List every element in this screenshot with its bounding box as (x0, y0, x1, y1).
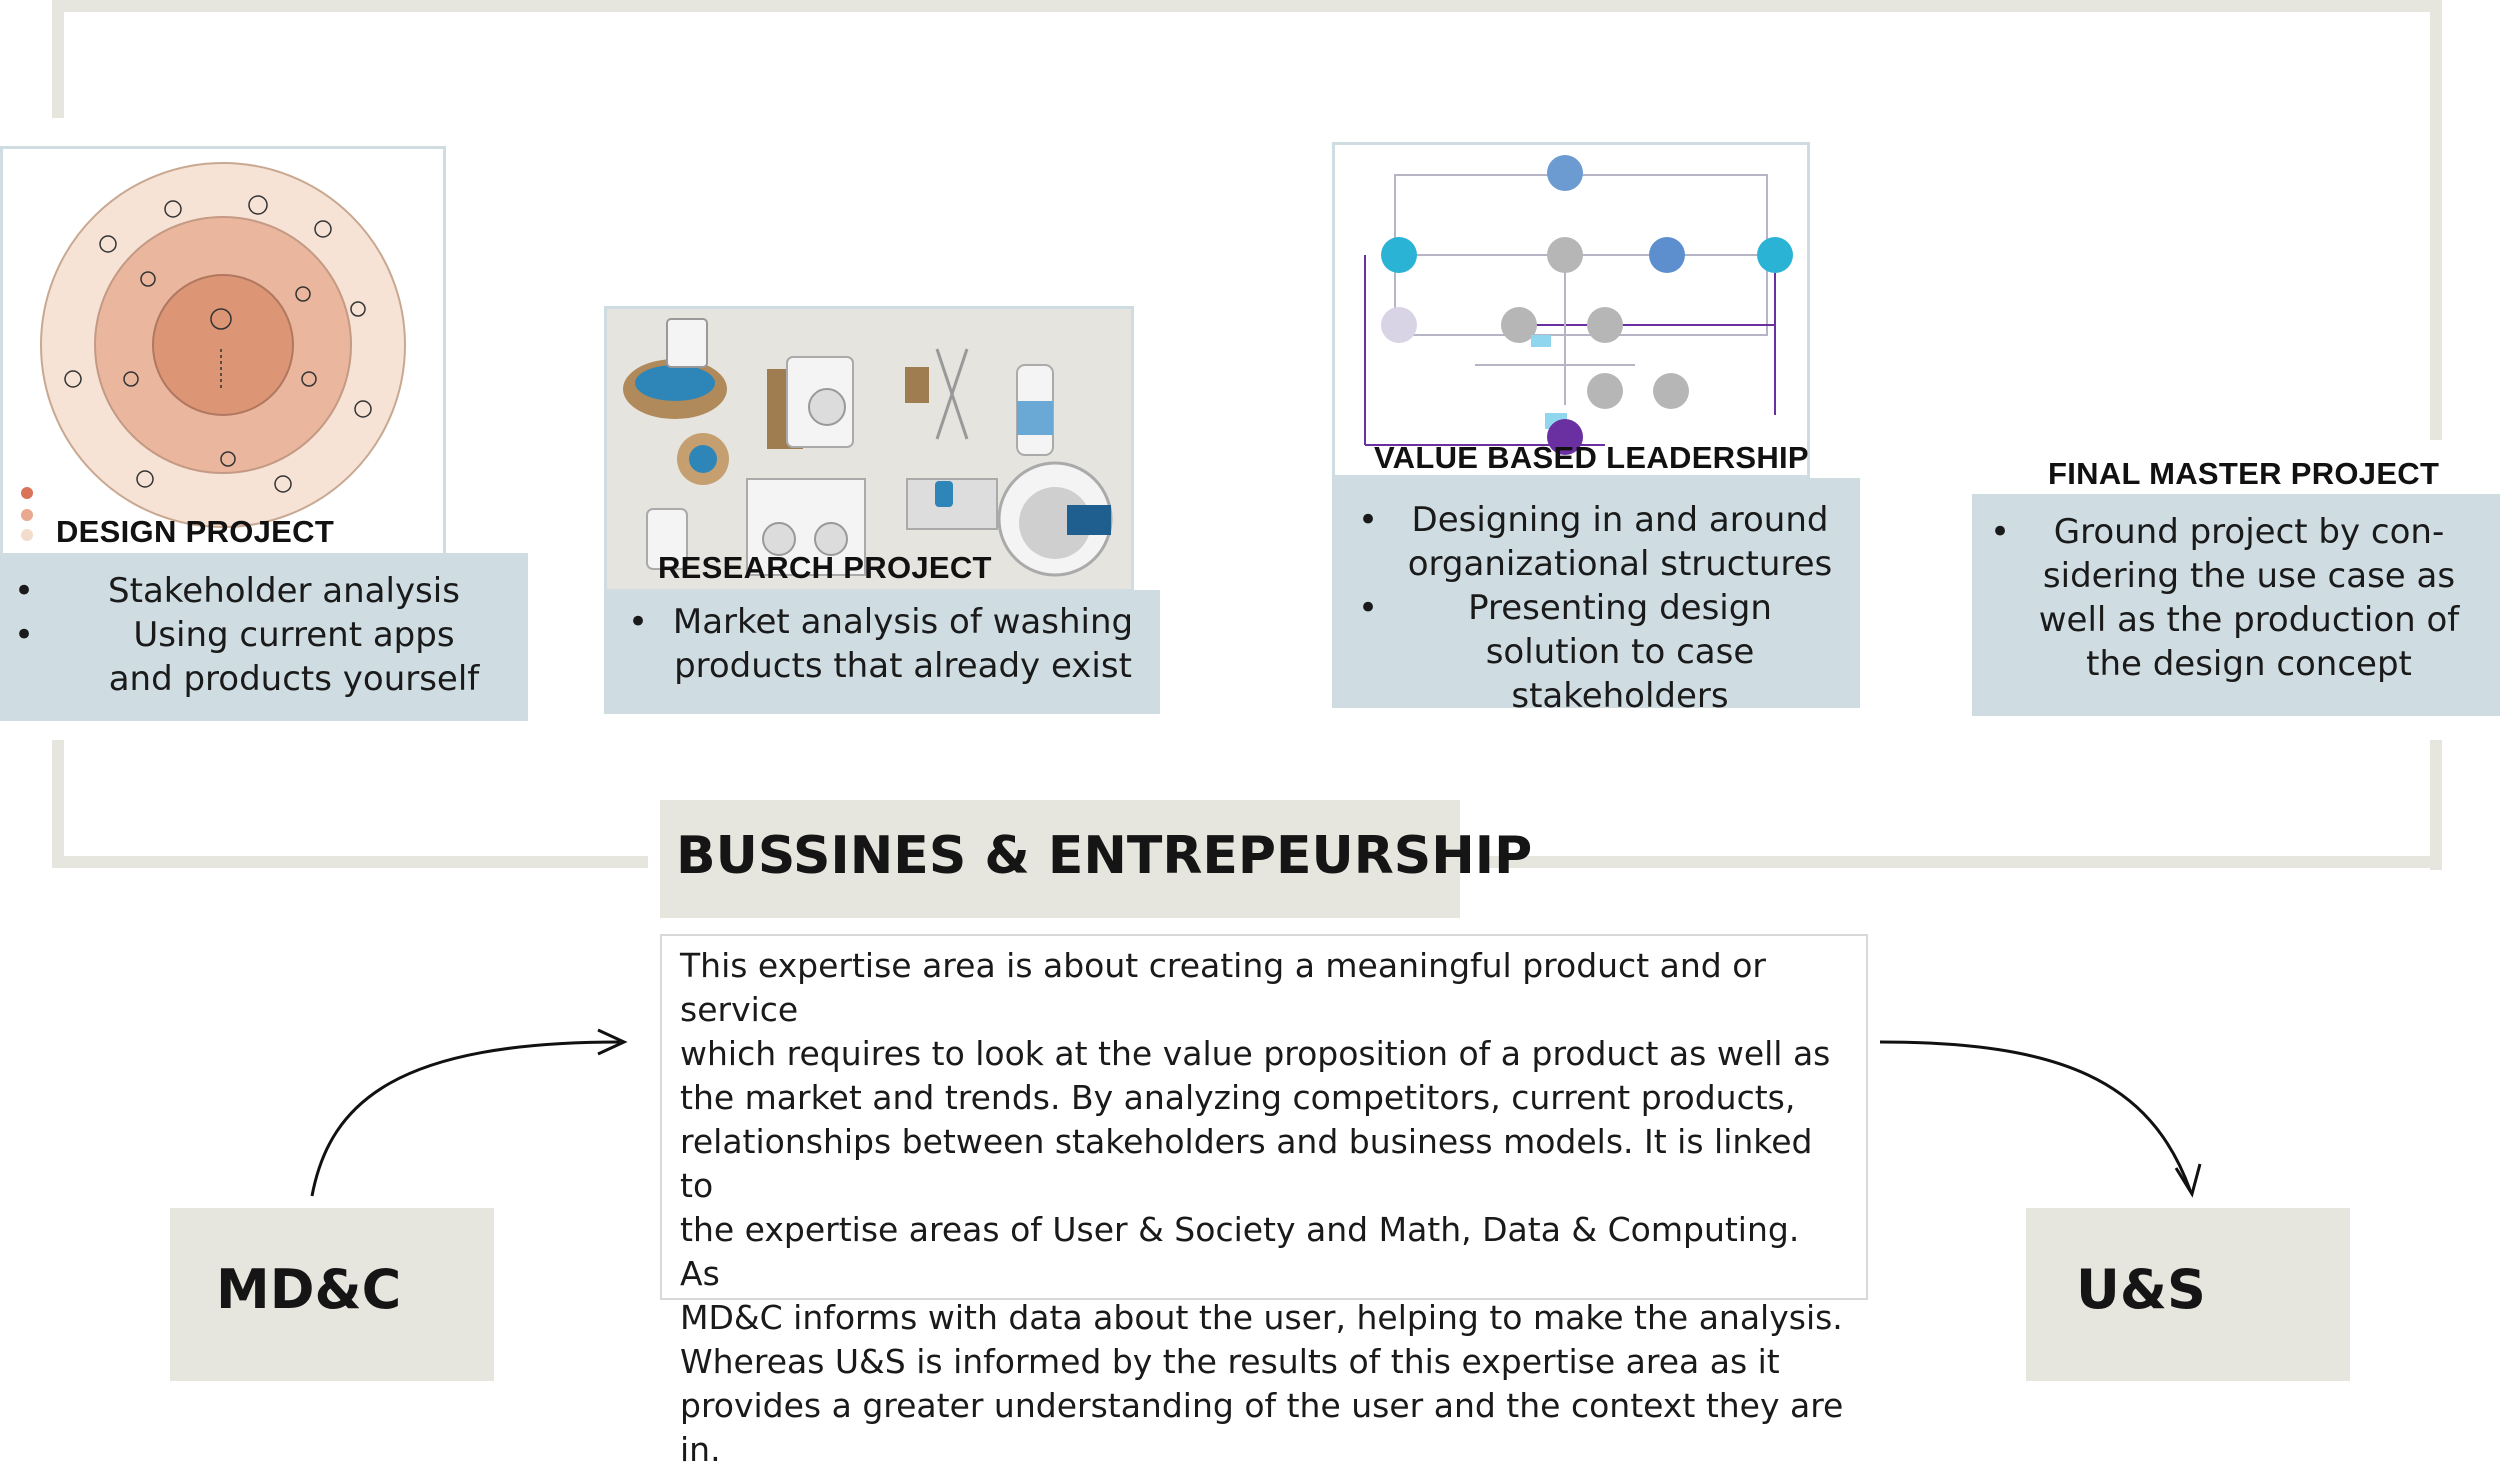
leadership-project-image (1332, 142, 1810, 478)
arrow-from-mdc-head (598, 1030, 624, 1054)
frame-left-upper-line (52, 0, 64, 118)
design-project-title: DESIGN PROJECT (56, 514, 335, 549)
research-project-title: RESEARCH PROJECT (658, 550, 992, 585)
research-bullet-1: • Market analysis of washing products that already exist (628, 600, 1138, 688)
mdc-label: MD&C (216, 1258, 402, 1321)
expertise-title: BUSSINES & ENTREPEURSHIP (676, 826, 1533, 886)
leadership-project-bullets (1358, 498, 1842, 718)
leadership-project-bullet-box (1332, 478, 1860, 716)
expertise-description: This expertise area is about creating a meaningful product and or service which requires to look at the value proposition of a product as well as the market and trends. By analyzing competitors, current products, relationships between stakeholders and business models. It is linked to the expertise areas of User & Society and Math, Data & Computing. As MD&C informs with data about the user, helping to make the analysis. Whereas U&S is informed by the results of this expertise area as it provides a greater understanding of the user and the context they are in. (660, 934, 1868, 1300)
design-bullet-1: • Stakeholder analysis (14, 569, 514, 613)
frame-bottom-right-line (1484, 856, 2442, 868)
arrow-from-mdc (312, 1042, 620, 1196)
master-project-bullets (1990, 510, 2480, 686)
frame-bottom-left-line (52, 856, 648, 868)
leadership-project-title: VALUE BASED LEADERSHIP (1374, 440, 1809, 475)
master-bullet-1: • Ground project by con-sidering the use case as well as the production of the design concept (1990, 510, 2480, 686)
leadership-bullet-2: • Presenting design solution to case stakeholders (1358, 586, 1842, 718)
research-project-bullet-box (604, 590, 1160, 714)
master-project-bullet-box (1972, 494, 2500, 716)
leadership-bullet-1: • Designing in and around organizational structures (1358, 498, 1842, 586)
arrow-to-us-head (2176, 1164, 2200, 1194)
frame-left-lower-line (52, 740, 64, 868)
design-project-bullet-box (0, 553, 528, 721)
frame-right-lower-line (2430, 740, 2442, 870)
master-project-title: FINAL MASTER PROJECT (2048, 456, 2440, 491)
design-bullet-2: • Using current apps and products yourself (14, 613, 514, 701)
design-project-bullets (14, 569, 514, 701)
us-label: U&S (2076, 1258, 2206, 1321)
research-project-bullets (628, 600, 1138, 688)
frame-top-line (52, 0, 2442, 12)
arrow-to-us (1880, 1042, 2190, 1190)
frame-right-line (2430, 0, 2442, 440)
design-project-image (0, 146, 446, 558)
